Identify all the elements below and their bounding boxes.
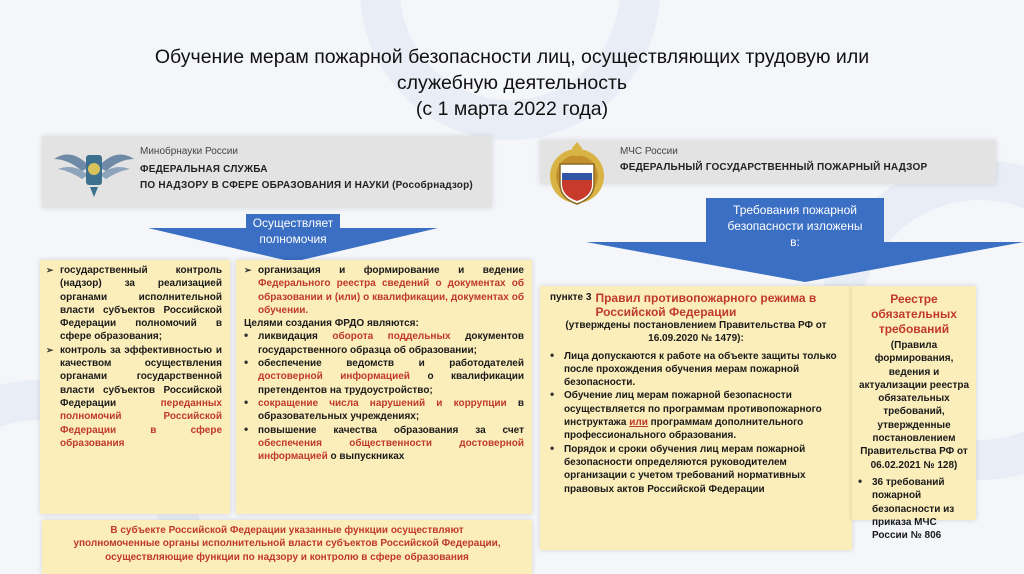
regional-line-1: В субъекте Российской Федерации указанные функции осуществляют — [110, 525, 464, 536]
rosobr-function-2-text: контроль за эффективностью и качеством осуществления органами государственной власти субъектов Российской Федерации — [60, 344, 222, 409]
right-arrow-label-line-3: в: — [790, 235, 800, 249]
education-emblem-icon — [50, 141, 138, 201]
registry-title — [858, 292, 970, 337]
rules-item-2-a: Обучение лиц мерам пожарной безопасности осуществляется по программам противопожарного инструктажа — [564, 390, 822, 429]
frdo-item-highlight: Федерального реестра сведений о документах об образовании и (или) о квалификации, документах об обучении. — [258, 278, 524, 316]
frdo-goal-4-b: обеспечения общественности достоверной информацией — [258, 437, 524, 463]
right-arrow-label-line-2: безопасности изложены — [727, 219, 863, 233]
frdo-goal-4 — [244, 424, 524, 464]
left-arrow-label-line-2: полномочия — [259, 232, 327, 246]
rosobr-function-1 — [46, 264, 222, 344]
right-arrow-label-line-1: Требования пожарной — [733, 203, 857, 217]
emercom-banner — [540, 140, 996, 184]
rosobr-agency-line-2: ПО НАДЗОРУ В СФЕРЕ ОБРАЗОВАНИЯ И НАУКИ (Рособрнадзор) — [140, 180, 473, 191]
emercom-agency: ФЕДЕРАЛЬНЫЙ ГОСУДАРСТВЕННЫЙ ПОЖАРНЫЙ НАДЗОР — [620, 162, 928, 173]
frdo-goal-3-a: сокращение числа нарушений и коррупции — [258, 397, 507, 409]
frdo-goal-4-c: о выпускниках — [330, 451, 405, 463]
frdo-goal-1-b: оборота поддельных — [332, 331, 451, 343]
regional-line-3: осуществляющие функции по надзору и контролю в сфере образования — [105, 551, 469, 563]
registry-item-text: 36 требований пожарной безопасности из приказа МЧС России № 806 — [872, 476, 955, 542]
rules-header — [550, 291, 842, 319]
registry-item — [858, 476, 970, 542]
left-arrow-label — [246, 214, 340, 248]
registry-title-line-3: требований — [878, 322, 950, 336]
registry-panel — [852, 286, 976, 542]
slide-title — [40, 44, 984, 122]
rules-item-1 — [550, 350, 842, 390]
rules-item-1-text: Лица допускаются к работе на объекте защиты только после прохождения обучения мерам пожарной безопасности. — [564, 350, 837, 389]
left-arrow-label-line-1: Осуществляет — [252, 216, 334, 230]
registry-desc: (Правила формирования, ведения и актуализации реестра обязательных требований, утвержденные постановлением Правительства РФ от 06.02.2021 № 128) — [858, 340, 970, 471]
frdo-goal-1 — [244, 330, 524, 357]
rosobr-function-1-text: государственный контроль (надзор) за реализацией органами исполнительной власти субъектов Российской Федерации полномочий в сфере образования; — [60, 265, 222, 343]
fire-rules-panel — [540, 286, 852, 550]
frdo-item-text: организация и формирование и ведение — [258, 265, 524, 276]
right-arrow-label — [706, 198, 884, 254]
rules-approved: (утверждены постановлением Правительства РФ от 16.09.2020 № 1479): — [565, 320, 827, 345]
frdo-panel — [236, 260, 532, 514]
title-line-3: (с 1 марта 2022 года) — [415, 98, 609, 120]
rosobr-ministry: Минобрнауки России — [140, 146, 238, 157]
regional-line-2: уполномоченные органы исполнительной власти субъектов Российской Федерации, — [73, 538, 501, 550]
emercom-emblem-icon — [546, 140, 608, 210]
registry-title-line-1: Реестре — [890, 292, 938, 306]
registry-title-line-2: обязательных — [871, 307, 957, 321]
rosobr-function-2 — [46, 344, 222, 450]
title-line-1: Обучение мерам пожарной безопасности лиц, осуществляющих трудовую или — [154, 46, 870, 68]
frdo-goal-2 — [244, 357, 524, 397]
frdo-goal-2-a: обеспечение ведомств и работодателей — [258, 358, 524, 370]
rosobr-agency-line-1: ФЕДЕРАЛЬНАЯ СЛУЖБА — [140, 164, 268, 175]
rosobr-functions-panel — [40, 260, 230, 514]
rules-item-3 — [550, 443, 842, 496]
rules-item-2-or: или — [629, 417, 648, 429]
frdo-goal-2-b: достоверной информацией — [258, 371, 410, 383]
frdo-goal-4-a: повышение качества образования за счет — [258, 424, 524, 436]
rosobr-function-2-highlight: переданных полномочий Российской Федерации в сфере образования — [60, 397, 222, 449]
frdo-goal-3 — [244, 397, 524, 424]
frdo-goal-1-c: документов государственного образца об образовании; — [258, 331, 524, 356]
rules-item-2-b: программам дополнительного профессионального образования. — [564, 417, 804, 442]
frdo-item — [244, 264, 524, 317]
rules-item-3-text: Порядок и сроки обучения лиц мерам пожарной безопасности определяются руководителем организации с учетом требований нормативных правовых актов Российской Федерации — [564, 443, 806, 495]
emercom-ministry: МЧС России — [620, 146, 678, 157]
frdo-goal-1-a: ликвидация — [258, 331, 318, 343]
frdo-goal-2-c: о квалификации претендентов на трудоустройство; — [258, 371, 525, 396]
rules-item-2 — [550, 389, 842, 442]
rules-prefix: пункте 3 — [550, 292, 592, 303]
rules-title: Правил противопожарного режима в Российской Федерации — [595, 291, 817, 319]
regional-authorities-panel — [42, 520, 532, 574]
frdo-goals-title: Целями создания ФРДО являются: — [244, 318, 419, 330]
title-line-2: служебную деятельность — [396, 72, 628, 94]
frdo-goal-3-b: в образовательных учреждениях; — [258, 397, 524, 423]
